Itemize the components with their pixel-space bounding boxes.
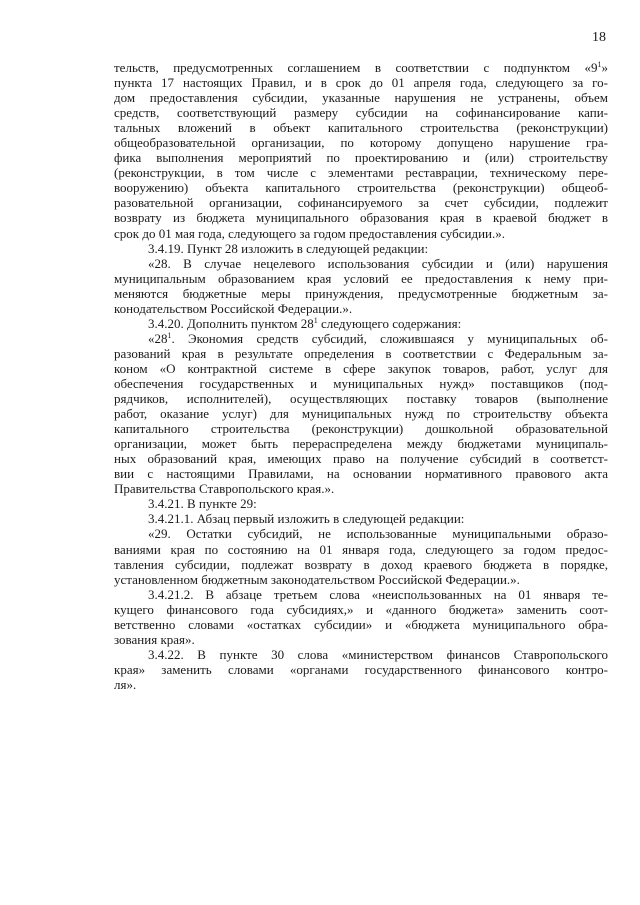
text-line: срок до 01 мая года, следующего за годом предоставления субсидии.».	[114, 225, 505, 241]
text-line: (реконструкции, в том числе с элементами реставрации, техническому пере-	[114, 165, 608, 181]
text-line: тальных вложений в объект капитального строительства (реконструкции)	[114, 120, 608, 136]
page-number: 18	[592, 30, 606, 45]
text-line: разований края в результате определения в соответствии с Федеральным за-	[114, 345, 608, 361]
text-line: «$28^1$. Экономия средств субсидий, сложившаяся у муниципальных об-	[148, 330, 608, 346]
text-line: тавления субсидии, подлежат возврату в доход краевого бюджета в порядке,	[114, 556, 608, 572]
text-line: дом предоставления субсидии, указанные нарушения не устранены, объем	[114, 90, 608, 106]
text-line: муниципальным образованием края условий ее предоставления к нему при-	[114, 270, 608, 286]
text-line: «28. В случае нецелевого использования субсидии и (или) нарушения	[148, 255, 608, 271]
text-line: 3.4.20. Дополнить пунктом $28^1$ следующего содержания:	[148, 315, 462, 331]
text-line: ля».	[114, 676, 137, 692]
text-line: ваниями края по состоянию на 01 января года, следующего за годом предос-	[114, 541, 608, 557]
text-line: тельств, предусмотренных соглашением в соответствии с подпунктом «$9^1$»	[114, 60, 608, 75]
text-line: установленном бюджетным законодательством Российской Федерации.».	[114, 571, 520, 587]
text-line: средств, соответствующий размеру субсидии на софинансирование капи-	[114, 105, 608, 121]
text-line: конодательством Российской Федерации.».	[114, 300, 353, 316]
text-line: рядчиков, исполнителей), осуществляющих поставку товаров (выполнение	[114, 391, 608, 407]
text-line: организации, может быть перераспределена между бюджетами муниципаль-	[114, 436, 608, 452]
text-line: общеобразовательной организации, по которому допущено нарушение гра-	[114, 135, 608, 151]
text-line: 3.4.19. Пункт 28 изложить в следующей редакции:	[148, 240, 429, 256]
document-body	[114, 60, 608, 692]
text-line: 3.4.22. В пункте 30 слова «министерством финансов Ставропольского	[148, 646, 608, 662]
text-line: 3.4.21.2. В абзаце третьем слова «неиспользованных на 01 января те-	[148, 586, 608, 602]
text-line: фика выполнения мероприятий по проектированию и (или) строительству	[114, 150, 608, 166]
text-line: разовательной организации, софинансируемого за счет субсидии, подлежит	[114, 195, 608, 211]
text-line: возврату из бюджета муниципального образования края в краевой бюджет в	[114, 210, 608, 226]
text-line: зования края».	[114, 631, 195, 647]
text-line: работ, оказание услуг) для муниципальных нужд по строительству объекта	[114, 406, 608, 422]
text-line: Правительства Ставропольского края.».	[114, 481, 335, 497]
text-line: вии с настоящими Правилами, на основании нормативного правового акта	[114, 466, 608, 482]
text-line: капитального строительства (реконструкции) дошкольной образовательной	[114, 421, 608, 437]
text-line: пункта 17 настоящих Правил, и в срок до 01 апреля года, следующего за го-	[114, 75, 608, 91]
text-line: «29. Остатки субсидий, не использованные муниципальными образо-	[148, 526, 608, 542]
text-line: обеспечения государственных и муниципальных нужд» поставщиков (под-	[114, 375, 608, 391]
text-line: края» заменить словами «органами государственного финансового контро-	[114, 661, 608, 677]
text-line: кущего финансового года субсидиях,» и «данного бюджета» заменить соот-	[114, 601, 608, 617]
text-line: вооружению) объекта капитального строительства (реконструкции) общеоб-	[114, 180, 608, 196]
text-line: ных образований края, имеющих право на получение субсидий в соответст-	[114, 451, 608, 467]
text-line: ветственно словами «остатках субсидии» и «бюджета муниципального обра-	[114, 616, 608, 632]
text-line: 3.4.21. В пункте 29:	[148, 496, 257, 512]
text-line: коном «О контрактной системе в сфере закупок товаров, работ, услуг для	[114, 360, 608, 376]
text-line: 3.4.21.1. Абзац первый изложить в следующей редакции:	[148, 511, 465, 527]
text-line: меняются бюджетные меры принуждения, предусмотренные бюджетным за-	[114, 285, 608, 301]
